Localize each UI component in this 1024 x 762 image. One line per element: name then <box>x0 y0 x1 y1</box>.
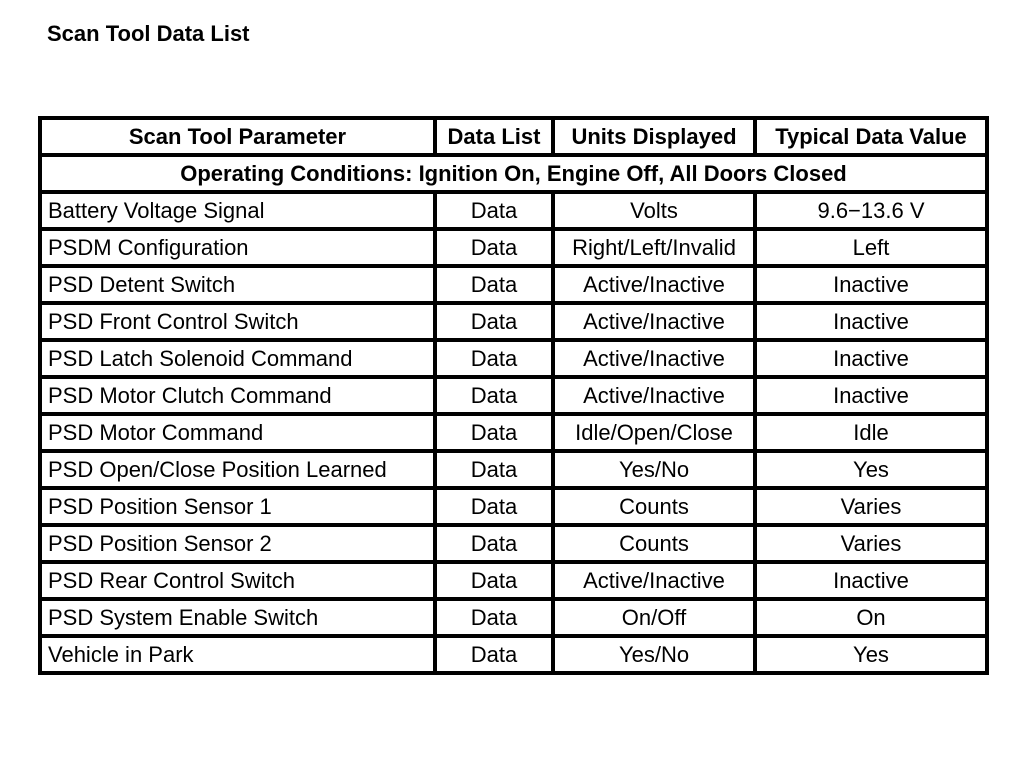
parameter-cell: PSD Latch Solenoid Command <box>40 340 435 377</box>
data-list-cell: Data <box>435 340 553 377</box>
typical-value-cell: Varies <box>755 488 987 525</box>
parameter-cell: PSD Front Control Switch <box>40 303 435 340</box>
table-row <box>40 488 987 525</box>
parameter-cell: PSD Motor Clutch Command <box>40 377 435 414</box>
table-row <box>40 303 987 340</box>
table-row <box>40 377 987 414</box>
header-data-list: Data List <box>435 118 553 155</box>
header-units-displayed: Units Displayed <box>553 118 755 155</box>
table-row <box>40 599 987 636</box>
table-header-row <box>40 118 987 155</box>
units-cell: Yes/No <box>553 636 755 673</box>
typical-value-cell: Inactive <box>755 562 987 599</box>
data-list-cell: Data <box>435 488 553 525</box>
units-cell: Active/Inactive <box>553 303 755 340</box>
parameter-cell: PSD Position Sensor 2 <box>40 525 435 562</box>
table-row <box>40 525 987 562</box>
page-title: Scan Tool Data List <box>47 21 250 46</box>
table-row <box>40 266 987 303</box>
header-scan-tool-parameter: Scan Tool Parameter <box>40 118 435 155</box>
data-list-cell: Data <box>435 451 553 488</box>
parameter-cell: PSD Rear Control Switch <box>40 562 435 599</box>
units-cell: Active/Inactive <box>553 340 755 377</box>
data-list-cell: Data <box>435 636 553 673</box>
parameter-cell: PSDM Configuration <box>40 229 435 266</box>
typical-value-cell: On <box>755 599 987 636</box>
table-row <box>40 562 987 599</box>
data-list-cell: Data <box>435 377 553 414</box>
units-cell: Volts <box>553 192 755 229</box>
units-cell: Yes/No <box>553 451 755 488</box>
data-list-cell: Data <box>435 525 553 562</box>
table-row <box>40 192 987 229</box>
typical-value-cell: Inactive <box>755 377 987 414</box>
operating-conditions-row <box>40 155 987 192</box>
typical-value-cell: 9.6−13.6 V <box>755 192 987 229</box>
scan-tool-data-table <box>38 116 989 675</box>
typical-value-cell: Yes <box>755 451 987 488</box>
typical-value-cell: Inactive <box>755 340 987 377</box>
header-typical-data-value: Typical Data Value <box>755 118 987 155</box>
typical-value-cell: Left <box>755 229 987 266</box>
data-list-cell: Data <box>435 229 553 266</box>
units-cell: Active/Inactive <box>553 266 755 303</box>
parameter-cell: PSD Open/Close Position Learned <box>40 451 435 488</box>
table-row <box>40 414 987 451</box>
data-list-cell: Data <box>435 303 553 340</box>
parameter-cell: PSD Position Sensor 1 <box>40 488 435 525</box>
table-row <box>40 636 987 673</box>
data-list-cell: Data <box>435 562 553 599</box>
table-row <box>40 229 987 266</box>
parameter-cell: PSD System Enable Switch <box>40 599 435 636</box>
parameter-cell: PSD Motor Command <box>40 414 435 451</box>
units-cell: Active/Inactive <box>553 562 755 599</box>
units-cell: Idle/Open/Close <box>553 414 755 451</box>
parameter-cell: Vehicle in Park <box>40 636 435 673</box>
typical-value-cell: Inactive <box>755 303 987 340</box>
typical-value-cell: Idle <box>755 414 987 451</box>
typical-value-cell: Inactive <box>755 266 987 303</box>
units-cell: On/Off <box>553 599 755 636</box>
typical-value-cell: Varies <box>755 525 987 562</box>
data-list-cell: Data <box>435 192 553 229</box>
table-row <box>40 451 987 488</box>
units-cell: Right/Left/Invalid <box>553 229 755 266</box>
parameter-cell: Battery Voltage Signal <box>40 192 435 229</box>
data-list-cell: Data <box>435 266 553 303</box>
data-list-cell: Data <box>435 599 553 636</box>
data-list-cell: Data <box>435 414 553 451</box>
parameter-cell: PSD Detent Switch <box>40 266 435 303</box>
table-row <box>40 340 987 377</box>
typical-value-cell: Yes <box>755 636 987 673</box>
units-cell: Counts <box>553 488 755 525</box>
operating-conditions: Operating Conditions: Ignition On, Engine Off, All Doors Closed <box>40 155 987 192</box>
units-cell: Active/Inactive <box>553 377 755 414</box>
units-cell: Counts <box>553 525 755 562</box>
